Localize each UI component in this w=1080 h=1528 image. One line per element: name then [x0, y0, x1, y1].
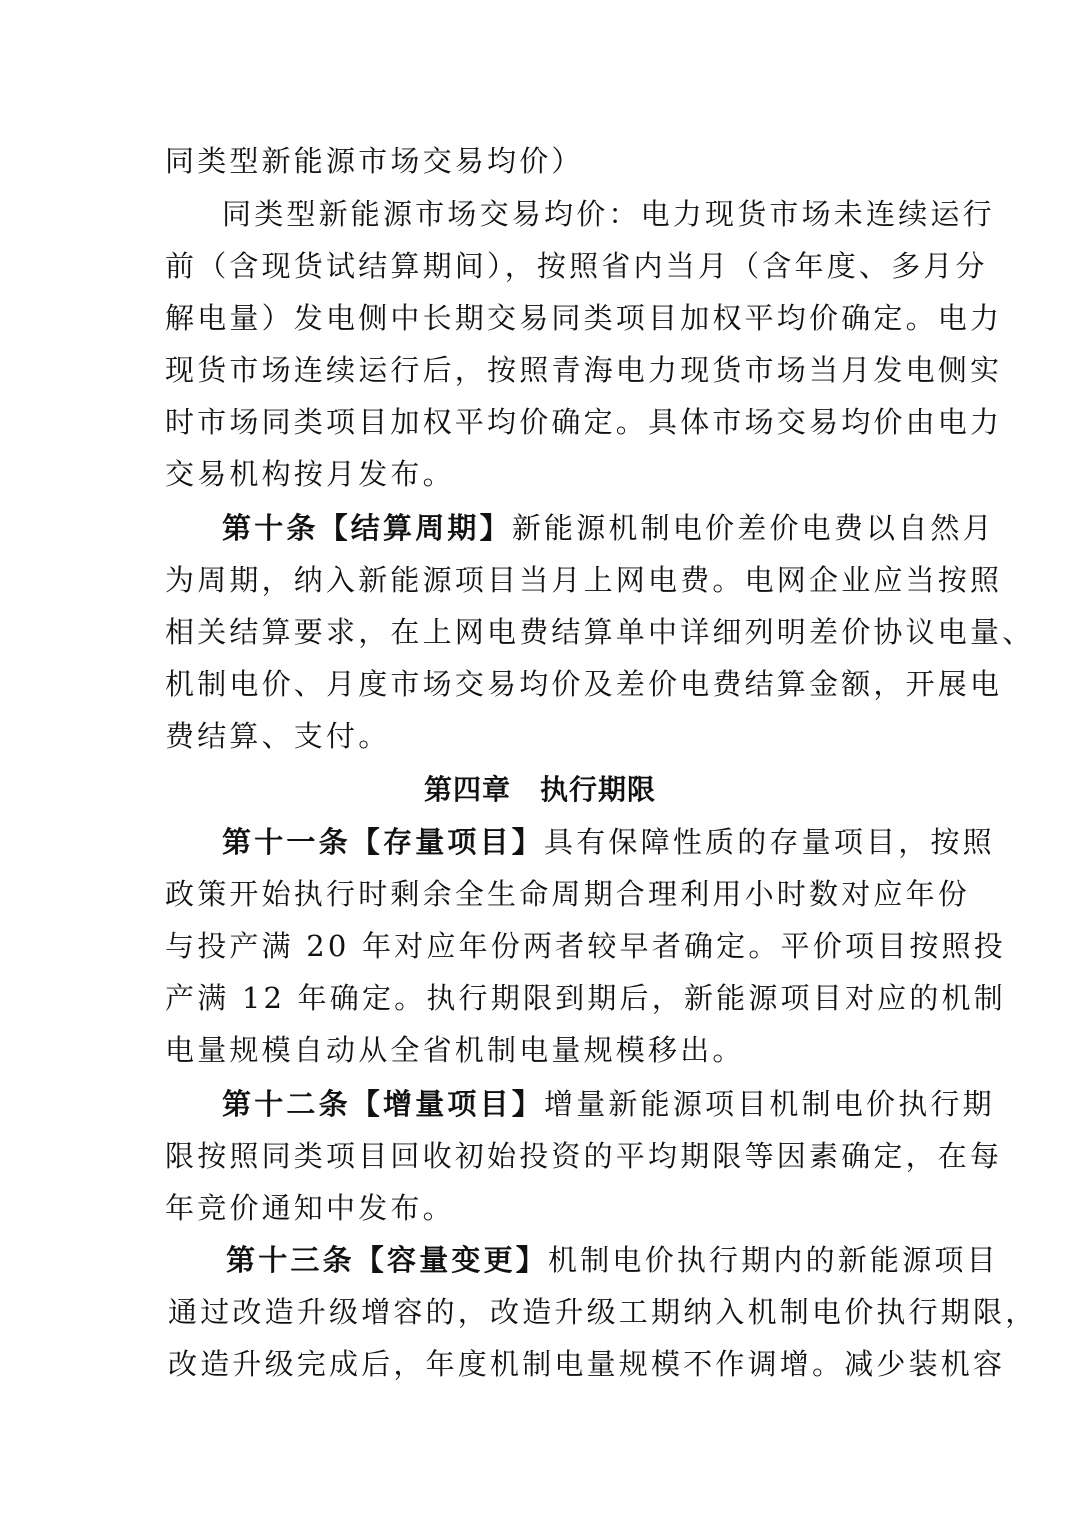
paragraph-line: 前（含现货试结算期间），按照省内当月（含年度、多月分	[165, 249, 988, 283]
chapter-heading: 第四章 执行期限	[423, 773, 656, 806]
article-title: 第十三条【容量变更】	[226, 1243, 549, 1277]
paragraph-text: 新能源机制电价差价电费以自然月	[511, 511, 995, 545]
paragraph-line: 交易机构按月发布。	[165, 457, 455, 491]
paragraph-line: 时市场同类项目加权平均价确定。具体市场交易均价由电力	[165, 405, 1003, 439]
paragraph-text: 增量新能源项目机制电价执行期	[544, 1087, 995, 1121]
paragraph-line: 费结算、支付。	[165, 719, 391, 753]
paragraph-line: 机制电价、月度市场交易均价及差价电费结算金额，开展电	[165, 667, 1003, 701]
paragraph-line: 产满 12 年确定。执行期限到期后，新能源项目对应的机制	[165, 981, 1006, 1015]
paragraph-line: 政策开始执行时剩余全生命周期合理利用小时数对应年份	[165, 877, 971, 911]
paragraph-line: 相关结算要求，在上网电费结算单中详细列明差价协议电量、	[165, 615, 1035, 649]
article-title: 第十条【结算周期】	[222, 511, 512, 545]
paragraph-line: 年竞价通知中发布。	[165, 1191, 455, 1225]
article-first-line	[222, 1078, 995, 1130]
paragraph-line: 同类型新能源市场交易均价：电力现货市场未连续运行	[222, 197, 995, 231]
article-title: 第十一条【存量项目】	[222, 825, 545, 859]
paragraph-line: 限按照同类项目回收初始投资的平均期限等因素确定，在每	[165, 1139, 1003, 1173]
paragraph-line: 与投产满 20 年对应年份两者较早者确定。平价项目按照投	[165, 929, 1006, 963]
paragraph-line: 改造升级完成后，年度机制电量规模不作调增。减少装机容	[168, 1347, 1006, 1381]
article-title: 第十二条【增量项目】	[222, 1087, 545, 1121]
paragraph-line: 同类型新能源市场交易均价）	[165, 144, 584, 178]
paragraph-line: 为周期，纳入新能源项目当月上网电费。电网企业应当按照	[165, 563, 1003, 597]
paragraph-line: 现货市场连续运行后，按照青海电力现货市场当月发电侧实	[165, 353, 1003, 387]
paragraph-line: 电量规模自动从全省机制电量规模移出。	[165, 1033, 745, 1067]
article-first-line	[222, 502, 995, 554]
article-first-line	[226, 1234, 999, 1286]
paragraph-text: 具有保障性质的存量项目，按照	[544, 825, 995, 859]
paragraph-text: 机制电价执行期内的新能源项目	[548, 1243, 999, 1277]
paragraph-line: 通过改造升级增容的，改造升级工期纳入机制电价执行期限，	[168, 1295, 1038, 1329]
article-first-line	[222, 816, 995, 868]
paragraph-line: 解电量）发电侧中长期交易同类项目加权平均价确定。电力	[165, 301, 1003, 335]
